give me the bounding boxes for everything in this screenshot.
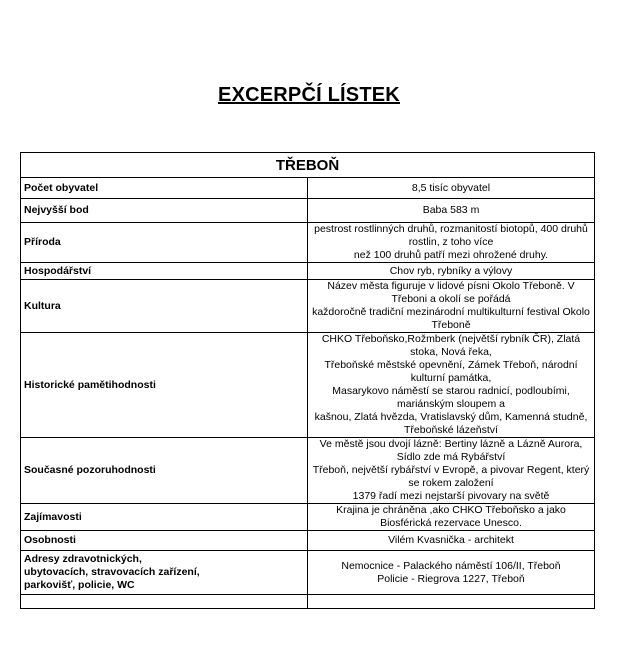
empty-label-cell [21, 595, 308, 609]
page-title: EXCERPČÍ LÍSTEK [218, 84, 400, 106]
row-label: Hospodářství [21, 263, 308, 280]
row-label: Kultura [21, 280, 308, 333]
table-row [21, 333, 595, 438]
row-label: Nejvyšší bod [21, 199, 308, 223]
table-row [21, 280, 595, 333]
row-value: Krajina je chráněna ,ako CHKO Třeboňsko a jako Biosférická rezervace Unesco. [308, 504, 595, 531]
row-label: Osobnosti [21, 531, 308, 551]
table-row [21, 178, 595, 199]
table-row [21, 531, 595, 551]
address-value: Nemocnice - Palackého náměstí 106/II, Třeboň Policie - Riegrova 1227, Třeboň [308, 551, 595, 595]
table-row [21, 199, 595, 223]
row-value: Vilém Kvasnička - architekt [308, 531, 595, 551]
row-label: Zajímavosti [21, 504, 308, 531]
row-value: Název města figuruje v lidové písni Okolo Třeboně. V Třeboni a okolí se pořádá každoročně tradiční mezinárodní multikulturní festival Okolo Třeboně [308, 280, 595, 333]
excerpt-table [20, 152, 595, 609]
row-value: 8,5 tisíc obyvatel [308, 178, 595, 199]
address-row [21, 551, 595, 595]
row-label: Příroda [21, 223, 308, 263]
town-name: TŘEBOŇ [21, 153, 595, 178]
town-row [21, 153, 595, 178]
row-label: Současné pozoruhodnosti [21, 438, 308, 504]
table-row [21, 438, 595, 504]
row-value: pestrost rostlinných druhů, rozmanitostí biotopů, 400 druhů rostlin, z toho více než 100 druhů patří mezi ohrožené druhy. [308, 223, 595, 263]
row-value: Baba 583 m [308, 199, 595, 223]
row-label: Historické pamětihodnosti [21, 333, 308, 438]
row-value: Ve městě jsou dvojí lázně: Bertiny lázně a Lázně Aurora, Sídlo zde má Rybářství Třeboň, největší rybářství v Evropě, a pivovar Regent, který se rokem založení 1379 řadí mezi nejstarší pivovary na světě [308, 438, 595, 504]
row-value: CHKO Třeboňsko,Rožmberk (největší rybník ČR), Zlatá stoka, Nová řeka, Třeboňské městské opevnění, Zámek Třeboň, národní kulturní památka, Masarykovo náměstí se starou radnicí, podloubími, mariánským sloupem a kašnou, Zlatá hvězda, Vratislavský dům, Kamenná studně, Třeboňské lázeňství [308, 333, 595, 438]
table-row [21, 504, 595, 531]
address-label: Adresy zdravotnických, ubytovacích, stravovacích zařízení, parkovišť, policie, WC [21, 551, 308, 595]
table-row [21, 223, 595, 263]
empty-row [21, 595, 595, 609]
row-value: Chov ryb, rybníky a výlovy [308, 263, 595, 280]
row-label: Počet obyvatel [21, 178, 308, 199]
empty-value-cell [308, 595, 595, 609]
table-row [21, 263, 595, 280]
